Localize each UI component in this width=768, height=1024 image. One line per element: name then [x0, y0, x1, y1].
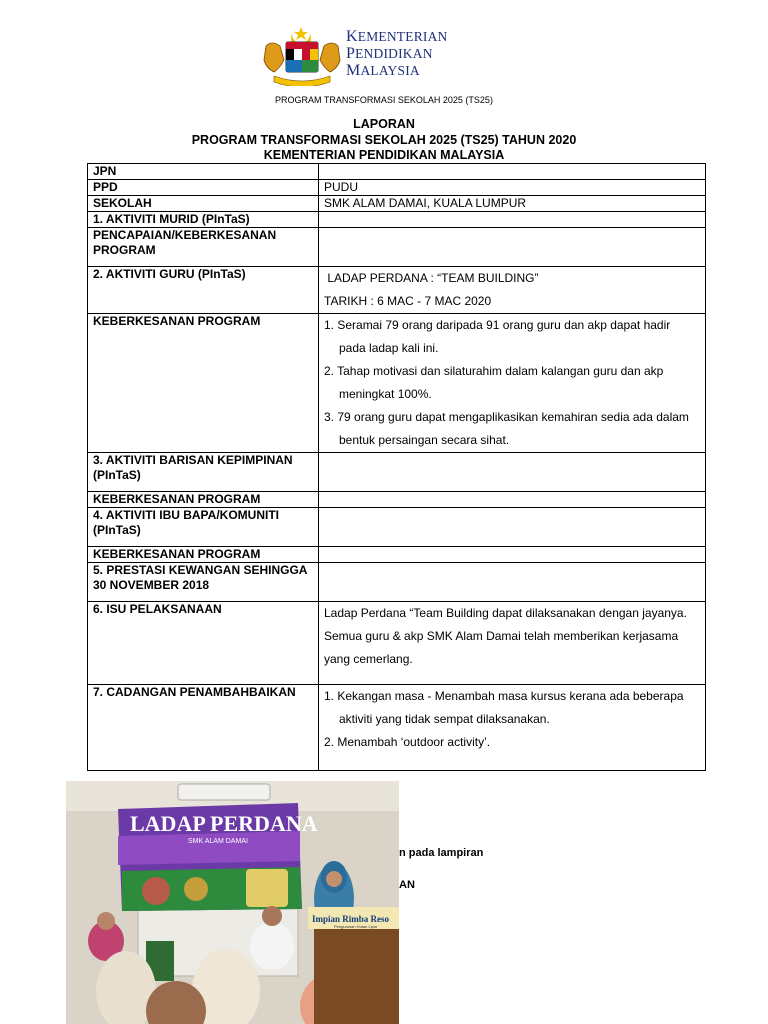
- ministry-line-1: KEMENTERIAN: [346, 28, 448, 45]
- table-row: [88, 547, 706, 563]
- ministry-line-2: PENDIDIKAN: [346, 45, 433, 62]
- activity-3-effectiveness-value: [319, 492, 706, 508]
- activity-2-program: LADAP PERDANA : “TEAM BUILDING”: [324, 271, 539, 285]
- activity-2-date: TARIKH : 6 MAC - 7 MAC 2020: [324, 294, 492, 308]
- table-row: [88, 267, 706, 314]
- ppd-label: PPD: [88, 180, 319, 196]
- list-item: 3. 79 orang guru dapat mengaplikasikan kemahiran sedia ada dalam bentuk persaingan secara sihat.: [324, 410, 689, 447]
- activity-3-label: 3. AKTIVITI BARISAN KEPIMPINAN (PInTaS): [88, 453, 319, 492]
- activity-1-label: 1. AKTIVITI MURID (PInTaS): [88, 212, 319, 228]
- sekolah-value: SMK ALAM DAMAI, KUALA LUMPUR: [319, 196, 706, 212]
- issues-label: 6. ISU PELAKSANAAN: [88, 602, 319, 685]
- activity-3-effectiveness-label: KEBERKESANAN PROGRAM: [88, 492, 319, 508]
- podium-sublabel: Pengurusan Hutan Lipur: [334, 924, 378, 929]
- event-photo: [66, 781, 399, 1024]
- table-row: [88, 180, 706, 196]
- activity-4-value: [319, 508, 706, 547]
- jpn-label: JPN: [88, 164, 319, 180]
- list-item: 2. Tahap motivasi dan silaturahim dalam kalangan guru dan akp meningkat 100%.: [324, 364, 664, 401]
- jpn-value: [319, 164, 706, 180]
- table-row: [88, 685, 706, 771]
- banner-title: LADAP PERDANA: [130, 811, 318, 836]
- suggestions-value: [319, 685, 706, 771]
- report-title: LAPORAN: [353, 117, 415, 131]
- finance-value: [319, 563, 706, 602]
- obscured-text-1: n pada lampiran: [399, 847, 484, 859]
- table-row: [88, 508, 706, 547]
- finance-label: 5. PRESTASI KEWANGAN SEHINGGA 30 NOVEMBER 2018: [88, 563, 319, 602]
- activity-2-label: 2. AKTIVITI GURU (PInTaS): [88, 267, 319, 314]
- malaysia-coat-of-arms-logo: [262, 26, 342, 86]
- list-item: 1. Kekangan masa - Menambah masa kursus kerana ada beberapa aktiviti yang tidak sempat dilaksanakan.: [324, 689, 684, 726]
- program-subheading: PROGRAM TRANSFORMASI SEKOLAH 2025 (TS25): [275, 95, 493, 105]
- list-item: 1. Seramai 79 orang daripada 91 orang guru dan akp dapat hadir pada ladap kali ini.: [324, 318, 671, 355]
- ministry-line-3: MALAYSIA: [346, 62, 420, 79]
- table-row: [88, 492, 706, 508]
- suggestions-label: 7. CADANGAN PENAMBAHBAIKAN: [88, 685, 319, 771]
- ppd-value: PUDU: [319, 180, 706, 196]
- report-table: [87, 163, 706, 771]
- table-row: [88, 196, 706, 212]
- activity-4-label: 4. AKTIVITI IBU BAPA/KOMUNITI (PInTaS): [88, 508, 319, 547]
- table-row: [88, 563, 706, 602]
- activity-1-effectiveness-value: [319, 228, 706, 267]
- sekolah-label: SEKOLAH: [88, 196, 319, 212]
- activity-1-effectiveness-label: PENCAPAIAN/KEBERKESANAN PROGRAM: [88, 228, 319, 267]
- activity-4-effectiveness-label: KEBERKESANAN PROGRAM: [88, 547, 319, 563]
- activity-4-effectiveness-value: [319, 547, 706, 563]
- ministry-name: [346, 28, 448, 79]
- table-row: [88, 453, 706, 492]
- report-program-title: PROGRAM TRANSFORMASI SEKOLAH 2025 (TS25) TAHUN 2020: [191, 133, 577, 147]
- table-row: [88, 212, 706, 228]
- table-row: [88, 314, 706, 453]
- table-row: [88, 228, 706, 267]
- activity-2-effectiveness-value: [319, 314, 706, 453]
- effectiveness-list: [324, 314, 700, 452]
- activity-2-value: [319, 267, 706, 314]
- activity-3-value: [319, 453, 706, 492]
- issues-value: Ladap Perdana “Team Building dapat dilaksanakan dengan jayanya. Semua guru & akp SMK Alam Damai telah memberikan kerjasama yang cemerlang.: [319, 602, 706, 685]
- activity-2-effectiveness-label: KEBERKESANAN PROGRAM: [88, 314, 319, 453]
- list-item: 2. Menambah ‘outdoor activity’.: [324, 735, 491, 749]
- report-ministry-title: KEMENTERIAN PENDIDIKAN MALAYSIA: [263, 148, 505, 162]
- banner-subtitle: SMK ALAM DAMAI: [188, 838, 248, 845]
- suggestions-list: [324, 685, 700, 754]
- podium-label: Impian Rimba Reso: [312, 914, 390, 924]
- table-row: [88, 164, 706, 180]
- obscured-text-2: AN: [399, 879, 415, 891]
- activity-1-value: [319, 212, 706, 228]
- table-row: [88, 602, 706, 685]
